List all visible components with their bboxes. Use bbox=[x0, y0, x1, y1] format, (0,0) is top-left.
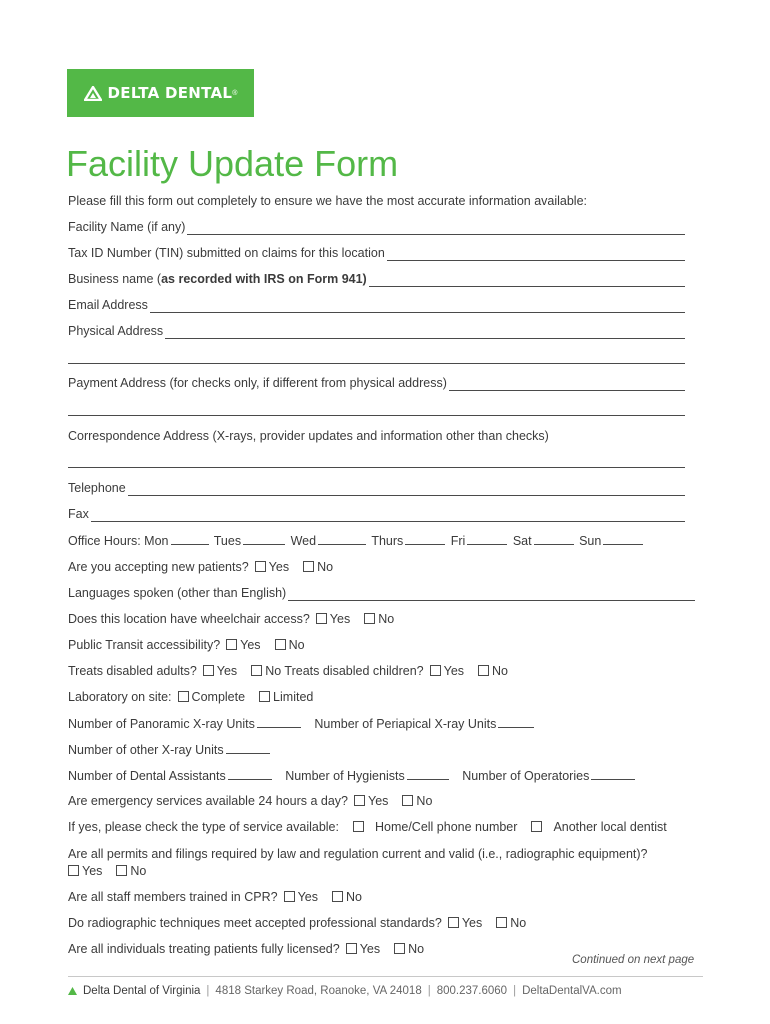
lab-limited-label: Limited bbox=[273, 690, 314, 704]
wheelchair-question: Does this location have wheelchair access? bbox=[68, 612, 310, 626]
footer-website-link[interactable]: DeltaDentalVA.com bbox=[522, 985, 622, 997]
footer-separator: | bbox=[206, 985, 210, 997]
no-label: No bbox=[265, 664, 282, 678]
telephone-field bbox=[68, 481, 685, 496]
disabled-children-yes-checkbox[interactable] bbox=[430, 665, 441, 676]
footer-separator: | bbox=[513, 985, 517, 997]
transit-row bbox=[68, 638, 305, 653]
licensed-no-checkbox[interactable] bbox=[394, 943, 405, 954]
day-sun-label: Sun bbox=[579, 534, 602, 548]
fax-input-line[interactable] bbox=[91, 510, 685, 522]
intro-text: Please fill this form out completely to ensure we have the most accurate information available: bbox=[68, 194, 588, 208]
lab-complete-label: Complete bbox=[191, 690, 246, 704]
languages-field bbox=[68, 586, 695, 601]
footer bbox=[68, 985, 622, 997]
tin-label: Tax ID Number (TIN) submitted on claims for this location bbox=[68, 246, 385, 260]
service-type-row bbox=[68, 820, 667, 835]
panoramic-label: Number of Panoramic X-ray Units bbox=[68, 717, 255, 731]
continued-note: Continued on next page bbox=[572, 954, 695, 966]
yes-label: Yes bbox=[461, 916, 483, 930]
other-xray-row bbox=[68, 742, 272, 758]
service-home-label: Home/Cell phone number bbox=[374, 820, 518, 834]
page-title: Facility Update Form bbox=[66, 143, 399, 184]
hours-sun-input[interactable] bbox=[603, 533, 643, 545]
service-home-checkbox[interactable] bbox=[353, 821, 364, 832]
periapical-input[interactable] bbox=[498, 716, 534, 728]
licensed-row bbox=[68, 942, 424, 957]
no-label: No bbox=[408, 942, 425, 956]
cpr-yes-checkbox[interactable] bbox=[284, 891, 295, 902]
permits-question: Are all permits and filings required by law and regulation current and valid (i.e., radiographic equipment)? bbox=[68, 847, 648, 861]
staff-counts-row bbox=[68, 768, 637, 784]
delta-dental-logo bbox=[67, 69, 254, 117]
radiographic-yes-checkbox[interactable] bbox=[448, 917, 459, 928]
disabled-children-question: Treats disabled children? bbox=[284, 664, 424, 678]
correspondence-address-label: Correspondence Address (X-rays, provider updates and information other than checks) bbox=[68, 429, 549, 443]
radiographic-no-checkbox[interactable] bbox=[496, 917, 507, 928]
lab-complete-checkbox[interactable] bbox=[178, 691, 189, 702]
disabled-adults-question: Treats disabled adults? bbox=[68, 664, 197, 678]
facility-name-label: Facility Name (if any) bbox=[68, 220, 186, 234]
emergency-row bbox=[68, 794, 432, 809]
footer-phone: 800.237.6060 bbox=[436, 985, 508, 997]
correspondence-address-line[interactable] bbox=[68, 467, 685, 468]
emergency-yes-checkbox[interactable] bbox=[354, 795, 365, 806]
new-patients-question: Are you accepting new patients? bbox=[68, 560, 249, 574]
email-input-line[interactable] bbox=[150, 301, 685, 313]
no-label: No bbox=[345, 890, 362, 904]
no-label: No bbox=[416, 794, 433, 808]
no-label: No bbox=[492, 664, 509, 678]
hours-tues-input[interactable] bbox=[243, 533, 285, 545]
hours-sat-input[interactable] bbox=[534, 533, 574, 545]
office-hours-label: Office Hours: Mon bbox=[68, 534, 169, 548]
permits-options bbox=[62, 864, 146, 879]
emergency-question: Are emergency services available 24 hours a day? bbox=[68, 794, 349, 808]
facility-name-input-line[interactable] bbox=[187, 223, 685, 235]
hours-wed-input[interactable] bbox=[318, 533, 366, 545]
yes-label: Yes bbox=[216, 664, 238, 678]
transit-question: Public Transit accessibility? bbox=[68, 638, 221, 652]
footer-org: Delta Dental of Virginia bbox=[83, 985, 201, 997]
footer-divider bbox=[68, 976, 703, 977]
disabled-children-no-checkbox[interactable] bbox=[478, 665, 489, 676]
footer-address: 4818 Starkey Road, Roanoke, VA 24018 bbox=[215, 985, 422, 997]
permits-no-checkbox[interactable] bbox=[116, 865, 127, 876]
hygienists-input[interactable] bbox=[407, 768, 449, 780]
physical-address-label: Physical Address bbox=[68, 324, 164, 338]
service-dentist-checkbox[interactable] bbox=[531, 821, 542, 832]
other-xray-input[interactable] bbox=[226, 742, 270, 754]
hours-mon-input[interactable] bbox=[171, 533, 209, 545]
transit-no-checkbox[interactable] bbox=[275, 639, 286, 650]
payment-address-label: Payment Address (for checks only, if different from physical address) bbox=[68, 376, 447, 390]
new-patients-yes-checkbox[interactable] bbox=[255, 561, 266, 572]
other-xray-label: Number of other X-ray Units bbox=[68, 743, 224, 757]
yes-label: Yes bbox=[443, 664, 465, 678]
business-name-field bbox=[68, 272, 685, 287]
no-label: No bbox=[378, 612, 395, 626]
email-field bbox=[68, 298, 685, 313]
telephone-label: Telephone bbox=[68, 481, 126, 495]
cpr-question: Are all staff members trained in CPR? bbox=[68, 890, 278, 904]
logo-registered-mark: ® bbox=[232, 89, 238, 97]
panoramic-input[interactable] bbox=[257, 716, 301, 728]
hours-thurs-input[interactable] bbox=[405, 533, 445, 545]
hygienists-label: Number of Hygienists bbox=[285, 769, 405, 783]
yes-label: Yes bbox=[329, 612, 351, 626]
day-tues-label: Tues bbox=[213, 534, 242, 548]
licensed-yes-checkbox[interactable] bbox=[346, 943, 357, 954]
assistants-label: Number of Dental Assistants bbox=[68, 769, 226, 783]
assistants-input[interactable] bbox=[228, 768, 272, 780]
service-type-question: If yes, please check the type of service available: bbox=[68, 820, 339, 834]
cpr-no-checkbox[interactable] bbox=[332, 891, 343, 902]
business-name-note: as recorded with IRS on Form 941) bbox=[161, 272, 367, 286]
fax-field bbox=[68, 507, 685, 522]
no-label: No bbox=[510, 916, 527, 930]
day-sat-label: Sat bbox=[512, 534, 532, 548]
new-patients-no-checkbox[interactable] bbox=[303, 561, 314, 572]
operatories-label: Number of Operatories bbox=[462, 769, 590, 783]
operatories-input[interactable] bbox=[591, 768, 635, 780]
yes-label: Yes bbox=[368, 794, 389, 808]
languages-input-line[interactable] bbox=[288, 589, 695, 601]
physical-address-field bbox=[68, 324, 685, 339]
physical-address-input-line[interactable] bbox=[165, 327, 685, 339]
fax-label: Fax bbox=[68, 507, 89, 521]
day-wed-label: Wed bbox=[290, 534, 317, 548]
no-label: No bbox=[130, 864, 147, 878]
office-hours-row bbox=[68, 533, 645, 549]
footer-separator: | bbox=[427, 985, 431, 997]
disabled-adults-yes-checkbox[interactable] bbox=[203, 665, 214, 676]
no-label: No bbox=[288, 638, 305, 652]
lab-limited-checkbox[interactable] bbox=[259, 691, 270, 702]
service-dentist-label: Another local dentist bbox=[553, 820, 667, 834]
delta-triangle-icon bbox=[84, 86, 102, 101]
yes-label: Yes bbox=[268, 560, 290, 574]
yes-label: Yes bbox=[359, 942, 381, 956]
payment-address-line-2[interactable] bbox=[68, 415, 685, 416]
disabled-row bbox=[68, 664, 508, 679]
wheelchair-yes-checkbox[interactable] bbox=[316, 613, 327, 624]
periapical-label: Number of Periapical X-ray Units bbox=[314, 717, 497, 731]
transit-yes-checkbox[interactable] bbox=[226, 639, 237, 650]
laboratory-question: Laboratory on site: bbox=[68, 690, 172, 704]
day-thurs-label: Thurs bbox=[371, 534, 404, 548]
no-label: No bbox=[317, 560, 334, 574]
radiographic-question: Do radiographic techniques meet accepted professional standards? bbox=[68, 916, 442, 930]
physical-address-line-2[interactable] bbox=[68, 363, 685, 364]
business-name-input-line[interactable] bbox=[369, 275, 685, 287]
email-label: Email Address bbox=[68, 298, 148, 312]
permits-yes-checkbox[interactable] bbox=[68, 865, 79, 876]
telephone-input-line[interactable] bbox=[128, 484, 685, 496]
logo-text: DELTA DENTAL bbox=[107, 84, 233, 102]
languages-label: Languages spoken (other than English) bbox=[68, 586, 287, 600]
emergency-no-checkbox[interactable] bbox=[402, 795, 413, 806]
cpr-row bbox=[68, 890, 362, 905]
triangle-icon bbox=[68, 987, 77, 995]
facility-name-field bbox=[68, 220, 685, 235]
payment-address-field bbox=[68, 376, 685, 391]
yes-label: Yes bbox=[240, 638, 261, 652]
payment-address-input-line[interactable] bbox=[449, 379, 685, 391]
hours-fri-input[interactable] bbox=[467, 533, 507, 545]
laboratory-row bbox=[68, 690, 313, 705]
day-fri-label: Fri bbox=[450, 534, 466, 548]
business-name-label: Business name ( bbox=[68, 272, 162, 286]
xray-units-row bbox=[68, 716, 536, 732]
new-patients-row bbox=[68, 560, 333, 575]
tin-field bbox=[68, 246, 685, 261]
yes-label: Yes bbox=[297, 890, 318, 904]
licensed-question: Are all individuals treating patients fully licensed? bbox=[68, 942, 340, 956]
yes-label: Yes bbox=[82, 864, 103, 878]
radiographic-row bbox=[68, 916, 526, 931]
wheelchair-row bbox=[68, 612, 394, 627]
wheelchair-no-checkbox[interactable] bbox=[364, 613, 375, 624]
tin-input-line[interactable] bbox=[387, 249, 685, 261]
disabled-adults-no-checkbox[interactable] bbox=[251, 665, 262, 676]
